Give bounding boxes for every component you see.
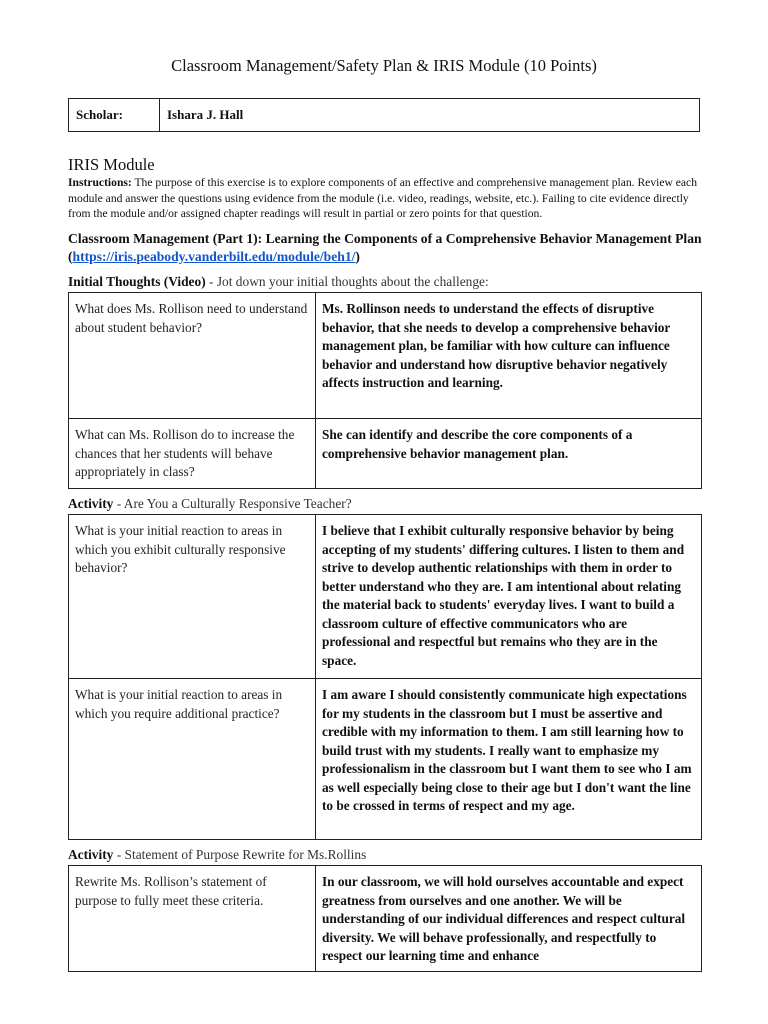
question-cell: What is your initial reaction to areas in which you require additional practice? xyxy=(69,679,316,840)
answer-cell: In our classroom, we will hold ourselves accountable and expect greatness from ourselves and one another. We will be understanding of our individual differences and respect cultural diversity. We will behave professionally, and respectfully to respect our learning time and enhance xyxy=(316,866,702,972)
instructions-text: The purpose of this exercise is to explore components of an effective and comprehensive management plan. Review each module and answer the questions using evidence from the module (i.e. video, readings, website, etc.). Failing to cite evidence directly from the module and/or assigned chapter readings will result in partial or zero points for that question. xyxy=(68,176,697,220)
part1-heading-text: Classroom Management (Part 1): Learning the Components of a Comprehensive Behavior Management Plan ( xyxy=(68,231,702,264)
answer-cell: I am aware I should consistently communicate high expectations for my students in the classroom but I must be assertive and credible with my information to them. I am still learning how to build trust with my students. I really want to emphasize my professionalism in the classroom but I want them to see who I am as well especially being close to their age but I don't want the line to be crossed in terms of respect and my age. xyxy=(316,679,702,840)
instructions-label: Instructions: xyxy=(68,176,132,189)
section-label-text: - Jot down your initial thoughts about the challenge: xyxy=(205,274,489,289)
statement-of-purpose-table xyxy=(68,865,702,972)
section-label-culturally-responsive xyxy=(68,495,352,513)
section-label-text: - Statement of Purpose Rewrite for Ms.Rollins xyxy=(113,847,367,862)
instructions xyxy=(68,175,708,222)
table-row xyxy=(69,866,702,972)
section-label-bold: Activity xyxy=(68,496,114,511)
question-cell: What is your initial reaction to areas in which you exhibit culturally responsive behavior? xyxy=(69,515,316,679)
section-label-bold: Initial Thoughts (Video) xyxy=(68,274,206,289)
table-row xyxy=(69,293,702,419)
answer-cell: Ms. Rollinson needs to understand the effects of disruptive behavior, that she needs to develop a comprehensive behavior management plan, be familiar with how culture can influence behavior and understand how disruptive behavior negatively affects instruction and learning. xyxy=(316,293,702,419)
answer-cell: I believe that I exhibit culturally responsive behavior by being accepting of my students' differing cultures. I listen to them and strive to develop authentic relationships with them in order to better understand who they are. I am intentional about relating the material back to students' everyday lives. I want to build a classroom culture of effective communicators who are professional and respectful but remains who they are in the space. xyxy=(316,515,702,679)
section-label-initial-thoughts xyxy=(68,273,489,291)
table-row xyxy=(69,515,702,679)
section-label-statement-of-purpose xyxy=(68,846,366,864)
section-label-bold: Activity xyxy=(68,847,114,862)
culturally-responsive-table xyxy=(68,514,702,840)
question-cell: What does Ms. Rollison need to understand about student behavior? xyxy=(69,293,316,419)
section-label-text: - Are You a Culturally Responsive Teacher? xyxy=(113,496,352,511)
answer-cell: She can identify and describe the core components of a comprehensive behavior management plan. xyxy=(316,419,702,489)
question-cell: What can Ms. Rollison do to increase the chances that her students will behave appropriately in class? xyxy=(69,419,316,489)
table-row xyxy=(69,679,702,840)
scholar-label: Scholar: xyxy=(69,99,160,132)
initial-thoughts-table xyxy=(68,292,702,489)
iris-module-heading: IRIS Module xyxy=(68,155,155,174)
part1-heading-suffix: ) xyxy=(355,249,360,264)
module-link[interactable]: https://iris.peabody.vanderbilt.edu/module/beh1/ xyxy=(72,249,356,264)
document-title: Classroom Management/Safety Plan & IRIS Module (10 Points) xyxy=(171,56,597,75)
table-row xyxy=(69,419,702,489)
scholar-name: Ishara J. Hall xyxy=(160,99,700,132)
part1-heading xyxy=(68,230,708,266)
scholar-table xyxy=(68,98,700,132)
question-cell: Rewrite Ms. Rollison’s statement of purpose to fully meet these criteria. xyxy=(69,866,316,972)
